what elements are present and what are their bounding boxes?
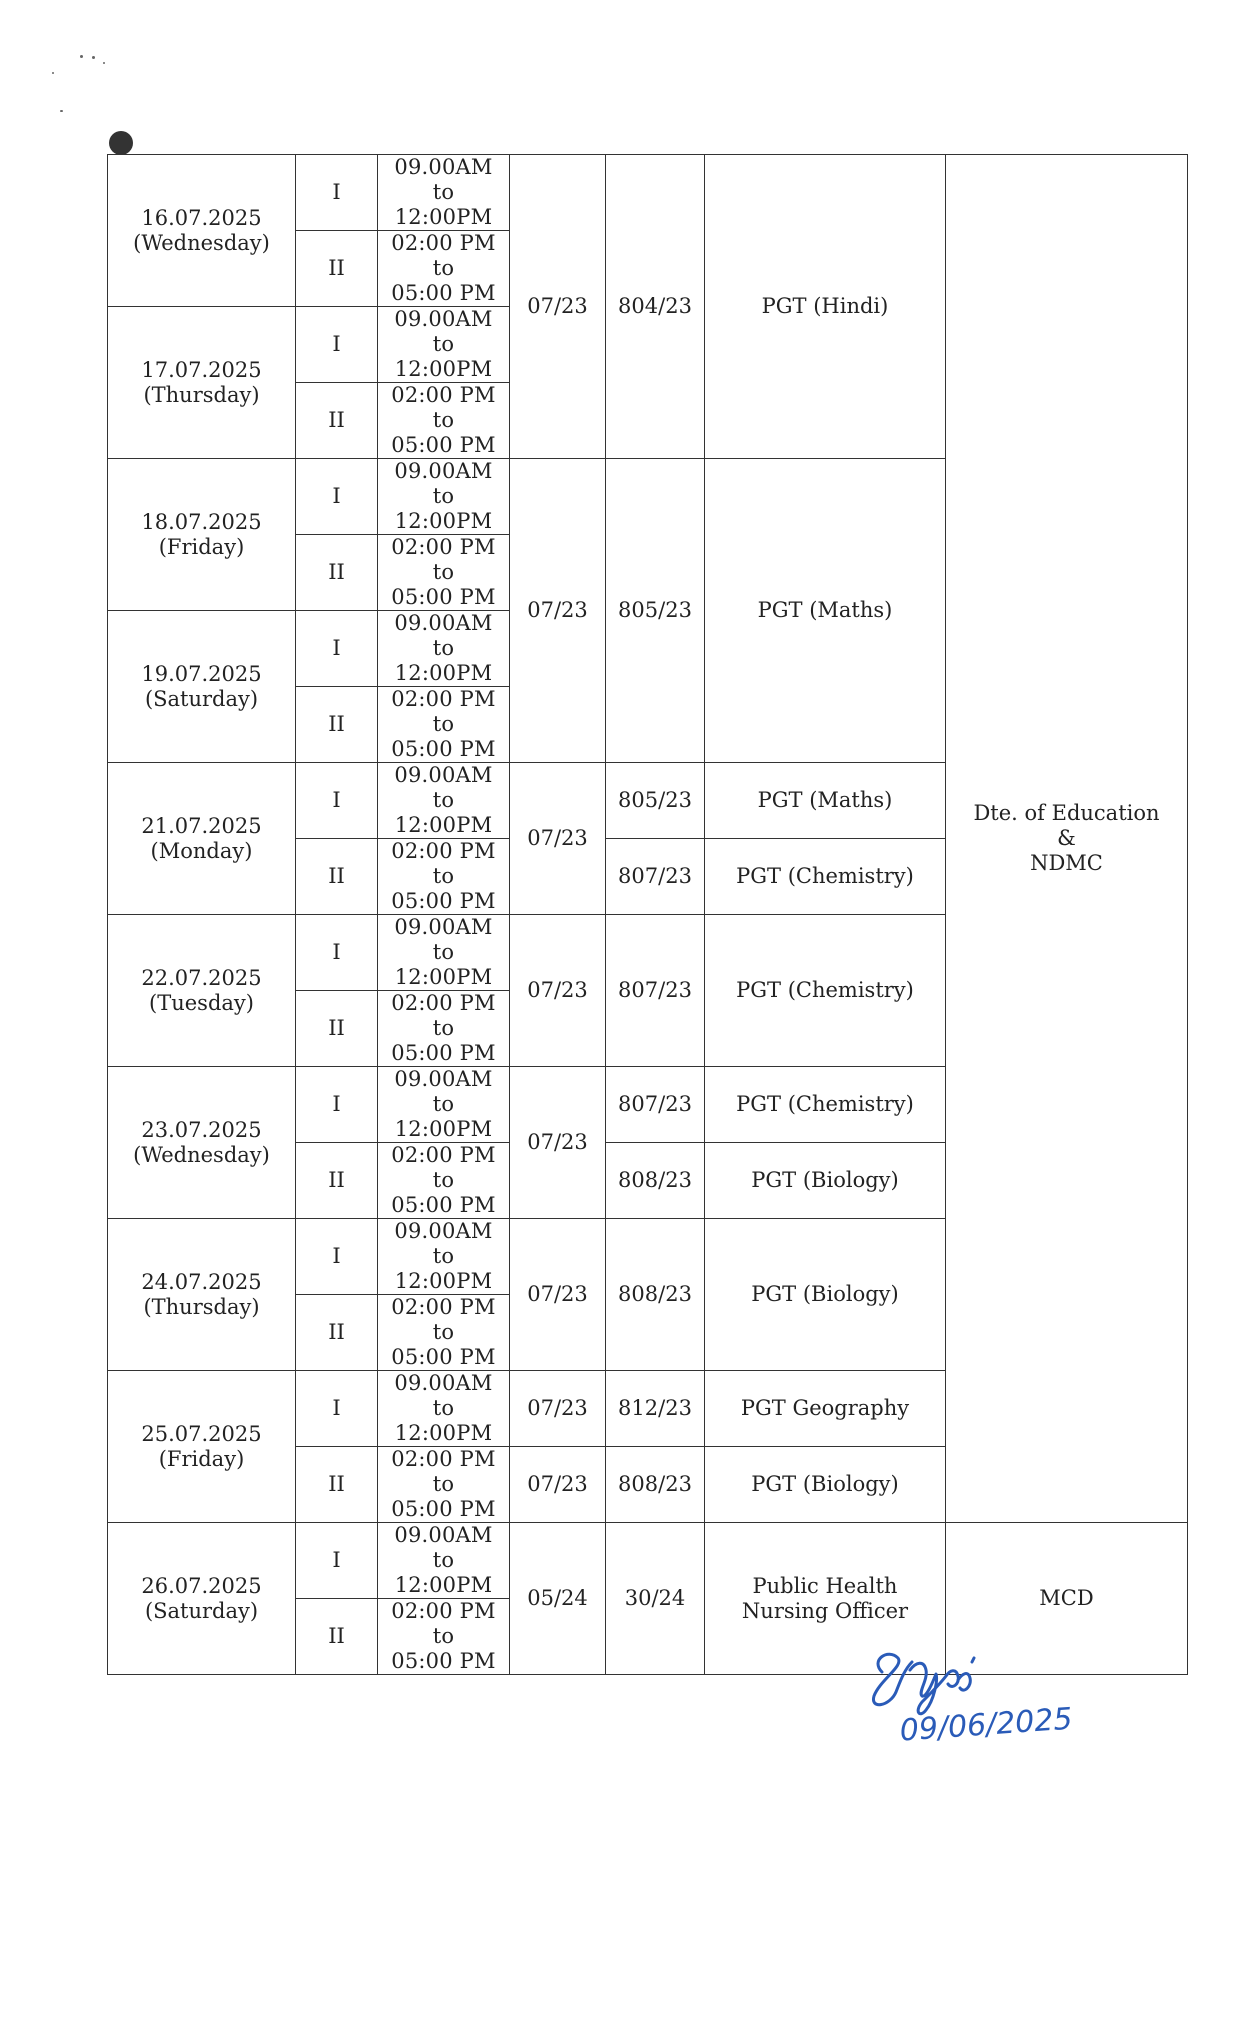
start-time: 02:00 PM (391, 1295, 496, 1319)
post-name-cell: PGT (Maths) (705, 459, 946, 763)
advt-no-cell: 07/23 (510, 1219, 606, 1371)
start-time: 02:00 PM (391, 991, 496, 1015)
shift-cell: I (296, 1371, 378, 1447)
authority-line: NDMC (1030, 851, 1103, 875)
post-code-cell: 808/23 (606, 1143, 705, 1219)
post-name-cell: PGT (Hindi) (705, 155, 946, 459)
exam-day: (Saturday) (144, 686, 259, 711)
start-time: 09.00AM (394, 1219, 493, 1243)
end-time: 05:00 PM (391, 1497, 496, 1521)
post-name-cell: PGT (Chemistry) (705, 915, 946, 1067)
post-name-cell: PGT (Biology) (705, 1143, 946, 1219)
end-time: 12:00PM (394, 1573, 493, 1597)
post-code-cell: 808/23 (606, 1447, 705, 1523)
end-time: 12:00PM (394, 357, 493, 381)
shift-cell: II (296, 1599, 378, 1675)
authority-cell-mcd: MCD (946, 1523, 1188, 1675)
exam-date: 26.07.2025 (141, 1573, 262, 1598)
shift-time-cell (378, 1295, 510, 1371)
end-time: 12:00PM (394, 813, 493, 837)
time-separator: to (432, 788, 455, 812)
exam-date-cell (108, 459, 296, 611)
end-time: 12:00PM (394, 661, 493, 685)
end-time: 05:00 PM (391, 1649, 496, 1673)
post-name-cell: PGT (Biology) (705, 1219, 946, 1371)
shift-time-cell (378, 763, 510, 839)
shift-cell: I (296, 307, 378, 383)
shift-cell: I (296, 459, 378, 535)
authority-line: & (1057, 826, 1076, 850)
shift-cell: I (296, 915, 378, 991)
exam-day: (Tuesday) (149, 990, 254, 1015)
shift-time-cell (378, 231, 510, 307)
post-name-cell: PGT (Maths) (705, 763, 946, 839)
advt-no-cell: 07/23 (510, 1447, 606, 1523)
shift-cell: I (296, 763, 378, 839)
exam-date: 23.07.2025 (141, 1117, 262, 1142)
scan-speck (80, 55, 83, 58)
advt-no-cell: 07/23 (510, 155, 606, 459)
time-separator: to (432, 332, 455, 356)
start-time: 02:00 PM (391, 839, 496, 863)
post-name-line: Public Health (752, 1573, 898, 1598)
exam-date: 18.07.2025 (141, 509, 262, 534)
exam-date: 22.07.2025 (141, 965, 262, 990)
exam-date: 17.07.2025 (141, 357, 262, 382)
exam-date-cell (108, 307, 296, 459)
end-time: 12:00PM (394, 1421, 493, 1445)
shift-cell: II (296, 1447, 378, 1523)
shift-cell: I (296, 155, 378, 231)
post-code-cell: 805/23 (606, 459, 705, 763)
time-separator: to (432, 408, 455, 432)
time-separator: to (432, 1396, 455, 1420)
end-time: 05:00 PM (391, 1193, 496, 1217)
start-time: 02:00 PM (391, 1447, 496, 1471)
table-row (108, 1523, 1188, 1599)
authority-line: Dte. of Education (973, 801, 1160, 825)
exam-date: 21.07.2025 (141, 813, 262, 838)
exam-date-cell (108, 1371, 296, 1523)
start-time: 09.00AM (394, 915, 493, 939)
time-separator: to (432, 712, 455, 736)
shift-time-cell (378, 155, 510, 231)
exam-day: (Wednesday) (133, 230, 270, 255)
shift-cell: II (296, 839, 378, 915)
start-time: 02:00 PM (391, 687, 496, 711)
time-separator: to (432, 940, 455, 964)
start-time: 02:00 PM (391, 535, 496, 559)
exam-date-cell (108, 763, 296, 915)
exam-date: 19.07.2025 (141, 661, 262, 686)
advt-no-cell: 07/23 (510, 915, 606, 1067)
time-separator: to (432, 636, 455, 660)
end-time: 12:00PM (394, 965, 493, 989)
time-separator: to (432, 1016, 455, 1040)
shift-time-cell (378, 1067, 510, 1143)
start-time: 09.00AM (394, 1067, 493, 1091)
shift-cell: I (296, 1067, 378, 1143)
exam-day: (Friday) (158, 534, 245, 559)
advt-no-cell: 07/23 (510, 763, 606, 915)
shift-time-cell (378, 535, 510, 611)
shift-cell: II (296, 535, 378, 611)
time-separator: to (432, 1548, 455, 1572)
shift-time-cell (378, 687, 510, 763)
advt-no-cell: 07/23 (510, 1067, 606, 1219)
start-time: 09.00AM (394, 459, 493, 483)
end-time: 05:00 PM (391, 1345, 496, 1369)
time-separator: to (432, 484, 455, 508)
exam-date-cell (108, 1219, 296, 1371)
signature-stroke (873, 1654, 974, 1713)
post-code-cell: 805/23 (606, 763, 705, 839)
punch-hole-mark (109, 131, 133, 155)
exam-date: 24.07.2025 (141, 1269, 262, 1294)
handwritten-signature (860, 1640, 1090, 1760)
end-time: 05:00 PM (391, 889, 496, 913)
shift-cell: II (296, 1295, 378, 1371)
shift-time-cell (378, 1447, 510, 1523)
post-name-cell: PGT (Biology) (705, 1447, 946, 1523)
shift-time-cell (378, 839, 510, 915)
exam-schedule-table (107, 154, 1188, 1675)
start-time: 02:00 PM (391, 383, 496, 407)
time-separator: to (432, 1320, 455, 1344)
advt-no-cell: 07/23 (510, 459, 606, 763)
exam-day: (Thursday) (143, 382, 260, 407)
advt-no-cell: 05/24 (510, 1523, 606, 1675)
shift-cell: II (296, 231, 378, 307)
post-code-cell: 808/23 (606, 1219, 705, 1371)
post-code-cell: 812/23 (606, 1371, 705, 1447)
end-time: 05:00 PM (391, 737, 496, 761)
exam-day: (Saturday) (144, 1598, 259, 1623)
post-code-cell: 30/24 (606, 1523, 705, 1675)
post-name-cell: PGT (Chemistry) (705, 1067, 946, 1143)
exam-day: (Monday) (150, 838, 253, 863)
exam-day: (Wednesday) (133, 1142, 270, 1167)
post-code-cell: 804/23 (606, 155, 705, 459)
shift-time-cell (378, 611, 510, 687)
exam-date-cell (108, 915, 296, 1067)
shift-time-cell (378, 1143, 510, 1219)
exam-day: (Thursday) (143, 1294, 260, 1319)
time-separator: to (432, 256, 455, 280)
post-name-line: Nursing Officer (741, 1598, 909, 1623)
post-name-cell: PGT (Chemistry) (705, 839, 946, 915)
shift-time-cell (378, 383, 510, 459)
authority-cell (946, 155, 1188, 1523)
time-separator: to (432, 180, 455, 204)
scan-speck (52, 72, 54, 74)
time-separator: to (432, 1092, 455, 1116)
advt-no-cell: 07/23 (510, 1371, 606, 1447)
scan-speck (103, 62, 105, 64)
time-separator: to (432, 560, 455, 584)
time-separator: to (432, 1168, 455, 1192)
scan-speck (60, 110, 63, 112)
exam-date: 25.07.2025 (141, 1421, 262, 1446)
end-time: 05:00 PM (391, 585, 496, 609)
time-separator: to (432, 1472, 455, 1496)
end-time: 12:00PM (394, 1269, 493, 1293)
shift-time-cell (378, 1371, 510, 1447)
table-row (108, 155, 1188, 231)
exam-date-cell (108, 611, 296, 763)
exam-date-cell (108, 1067, 296, 1219)
post-code-cell: 807/23 (606, 915, 705, 1067)
exam-date-cell (108, 155, 296, 307)
end-time: 12:00PM (394, 509, 493, 533)
end-time: 12:00PM (394, 205, 493, 229)
shift-cell: II (296, 687, 378, 763)
time-separator: to (432, 1624, 455, 1648)
shift-time-cell (378, 1523, 510, 1599)
post-code-cell: 807/23 (606, 1067, 705, 1143)
shift-cell: I (296, 1219, 378, 1295)
end-time: 05:00 PM (391, 1041, 496, 1065)
start-time: 09.00AM (394, 1523, 493, 1547)
time-separator: to (432, 1244, 455, 1268)
shift-time-cell (378, 915, 510, 991)
shift-cell: II (296, 1143, 378, 1219)
post-code-cell: 807/23 (606, 839, 705, 915)
start-time: 09.00AM (394, 1371, 493, 1395)
shift-cell: I (296, 611, 378, 687)
start-time: 02:00 PM (391, 1599, 496, 1623)
shift-time-cell (378, 459, 510, 535)
start-time: 09.00AM (394, 155, 493, 179)
post-name-cell: PGT Geography (705, 1371, 946, 1447)
shift-time-cell (378, 307, 510, 383)
end-time: 12:00PM (394, 1117, 493, 1141)
scan-speck (92, 56, 95, 59)
start-time: 09.00AM (394, 763, 493, 787)
shift-cell: II (296, 991, 378, 1067)
shift-cell: II (296, 383, 378, 459)
start-time: 09.00AM (394, 307, 493, 331)
shift-time-cell (378, 991, 510, 1067)
start-time: 02:00 PM (391, 231, 496, 255)
start-time: 02:00 PM (391, 1143, 496, 1167)
start-time: 09.00AM (394, 611, 493, 635)
end-time: 05:00 PM (391, 433, 496, 457)
shift-time-cell (378, 1599, 510, 1675)
shift-cell: I (296, 1523, 378, 1599)
shift-time-cell (378, 1219, 510, 1295)
time-separator: to (432, 864, 455, 888)
exam-day: (Friday) (158, 1446, 245, 1471)
signature-date: 09/06/2025 (898, 1701, 1074, 1749)
exam-date: 16.07.2025 (141, 205, 262, 230)
end-time: 05:00 PM (391, 281, 496, 305)
exam-date-cell (108, 1523, 296, 1675)
